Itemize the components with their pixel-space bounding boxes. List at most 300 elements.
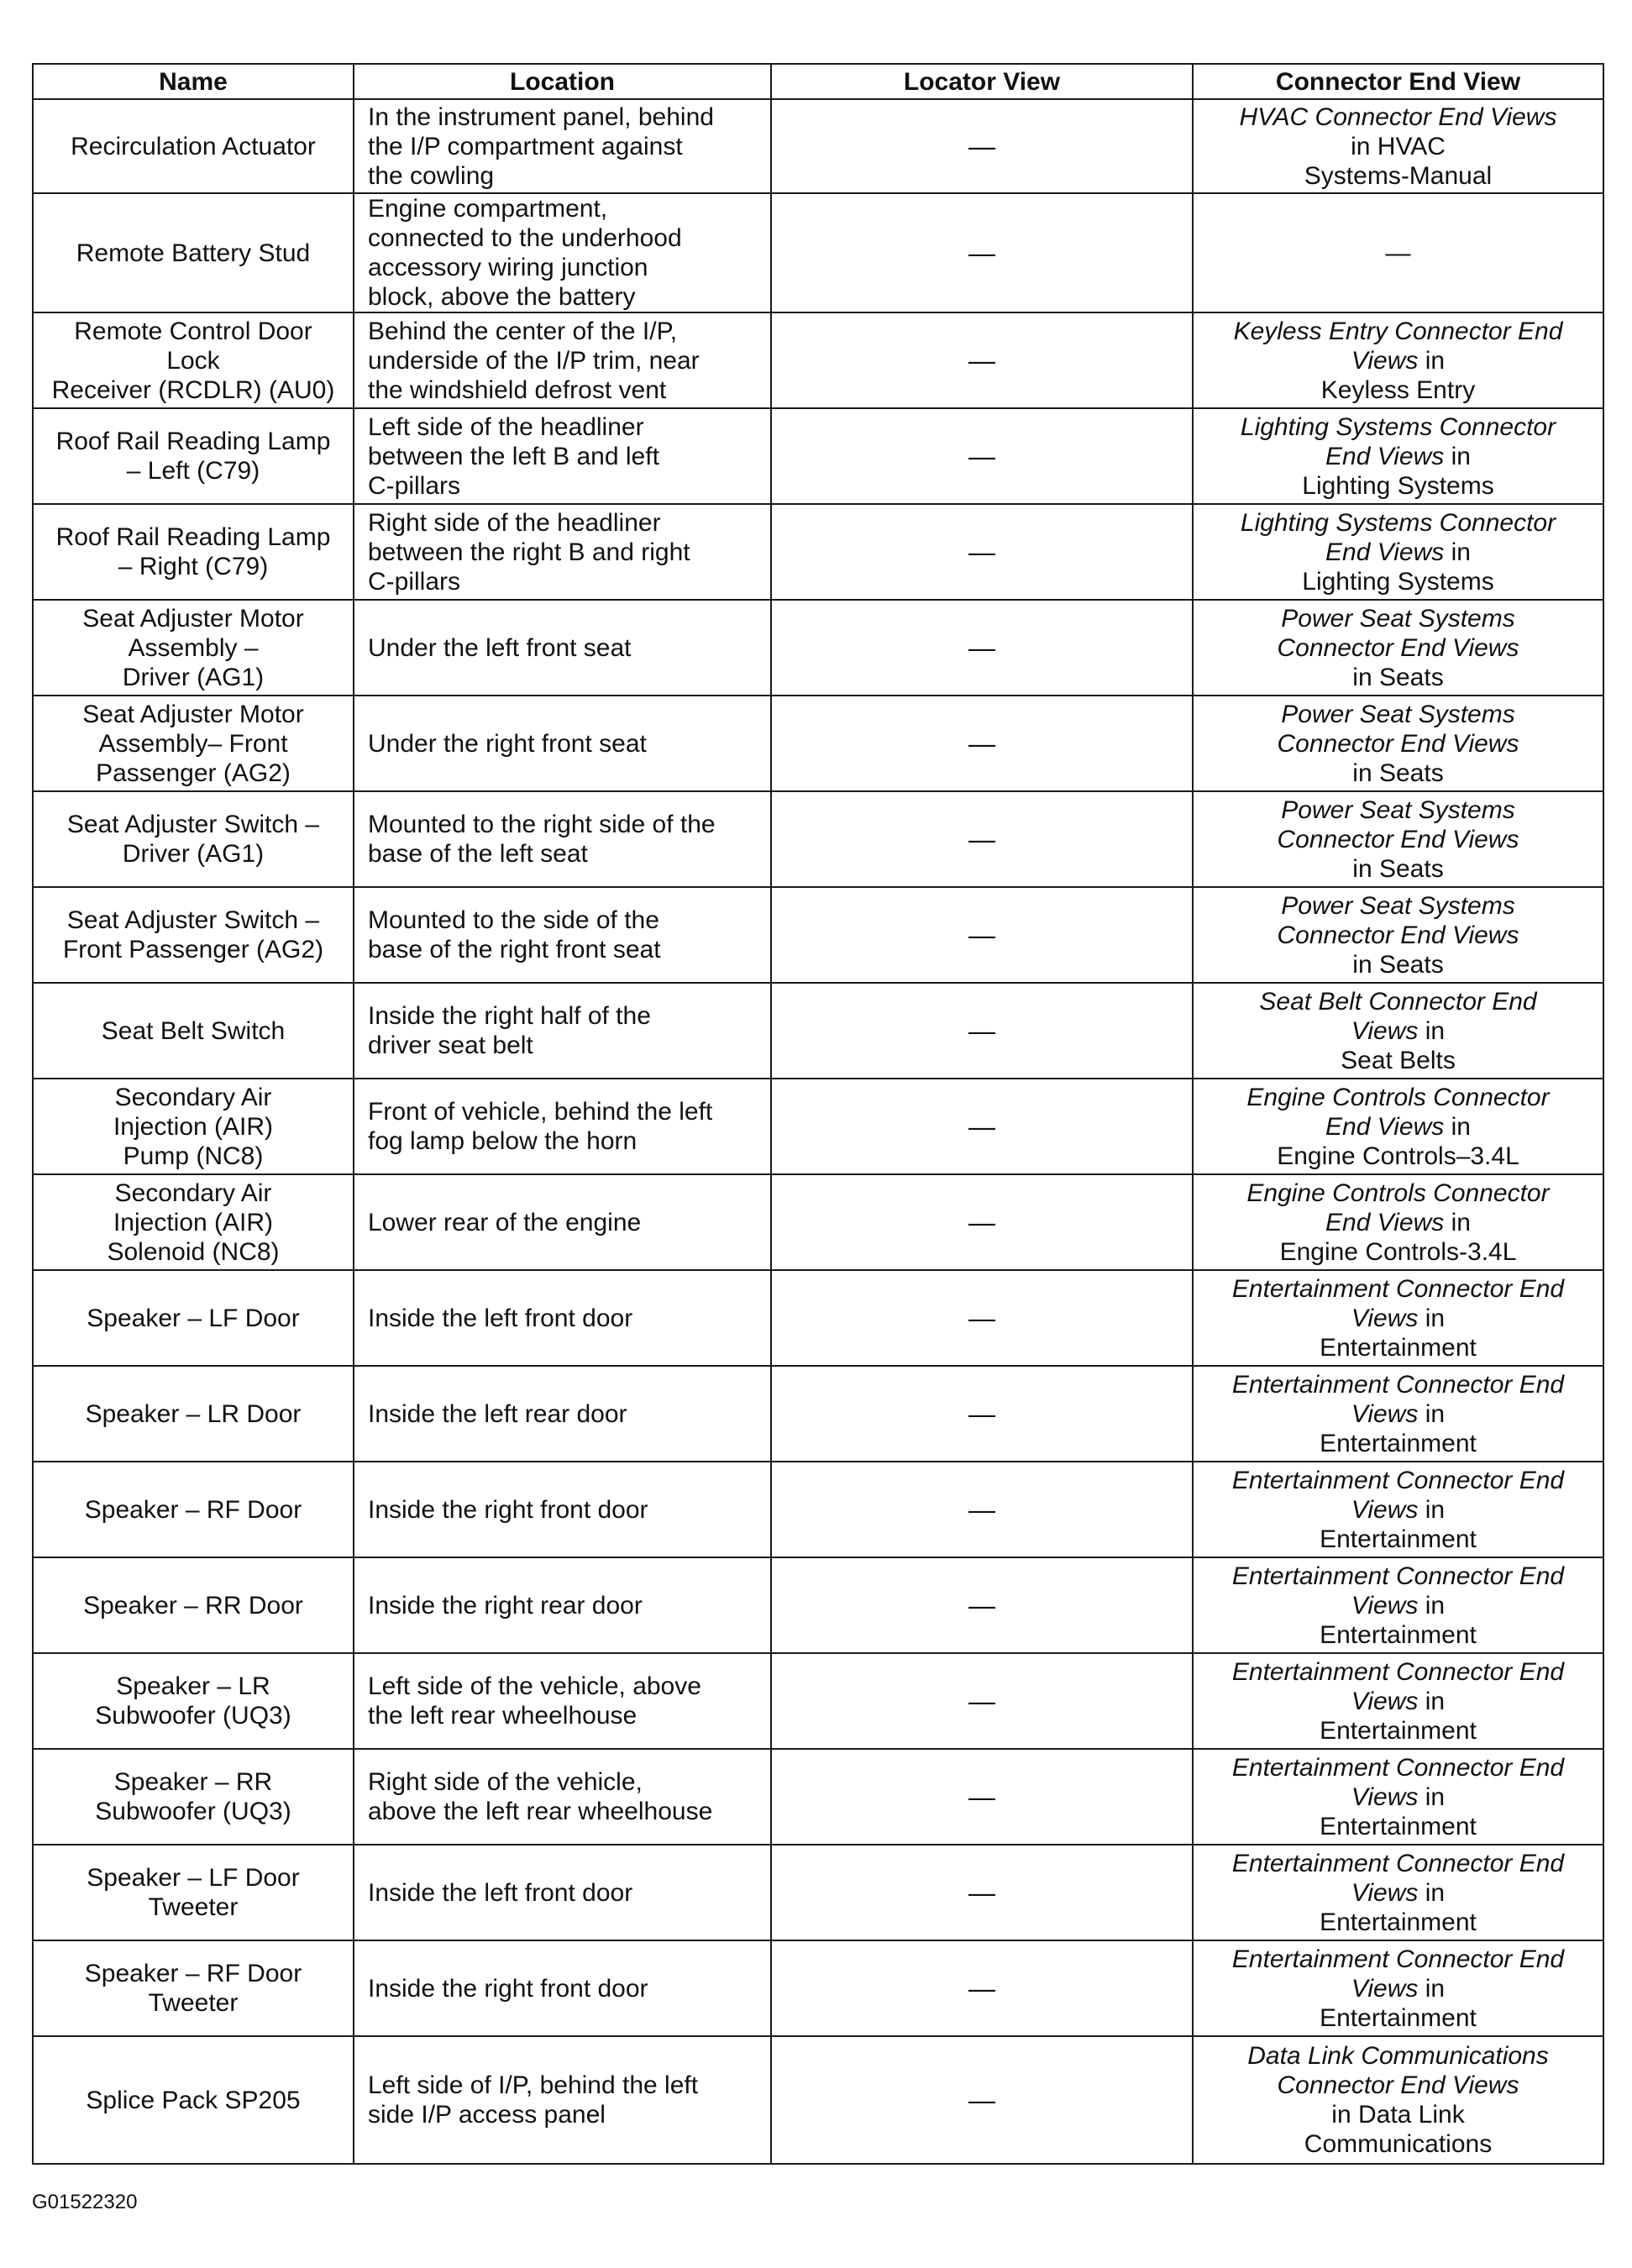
- cell-connector-end-view: [1193, 193, 1603, 312]
- connector-line: [1200, 1878, 1596, 1908]
- connector-line: [1200, 1753, 1596, 1782]
- connector-line: [1200, 317, 1596, 346]
- connector-line: [1200, 1466, 1596, 1495]
- connector-line: [1200, 102, 1596, 132]
- connector-doc-link-text: Power Seat Systems: [1281, 795, 1515, 824]
- cell-locator-view: —: [771, 2036, 1193, 2164]
- cell-connector-end-view: [1193, 408, 1603, 504]
- name-line: Receiver (RCDLR) (AU0): [51, 375, 335, 404]
- figure-id-label: G01522320: [32, 2191, 138, 2213]
- cell-location: [354, 887, 771, 983]
- connector-doc-link-text: End Views: [1325, 1208, 1445, 1236]
- cell-name: [33, 1940, 354, 2036]
- cell-name: [33, 696, 354, 791]
- name-line: Lock: [166, 346, 220, 375]
- cell-name: [33, 1557, 354, 1653]
- connector-plain-text: in Seats: [1352, 759, 1444, 787]
- cell-locator-view: —: [771, 696, 1193, 791]
- cell-location: [354, 1653, 771, 1749]
- connector-doc-link-text: Views: [1351, 1304, 1419, 1332]
- connector-line: [1200, 2041, 1596, 2071]
- name-line: Speaker – RF Door: [84, 1495, 302, 1524]
- connector-line: [1200, 1974, 1596, 2003]
- location-line: Engine compartment,: [368, 195, 608, 223]
- connector-plain-text: Entertainment: [1320, 2003, 1477, 2032]
- location-line: Left side of the headliner: [368, 412, 644, 441]
- connector-doc-link-text: Engine Controls Connector: [1246, 1083, 1550, 1111]
- table-row: [33, 2036, 1603, 2164]
- cell-locator-view: —: [771, 1366, 1193, 1462]
- cell-name: [33, 504, 354, 600]
- connector-line: [1200, 1849, 1596, 1878]
- connector-line: [1200, 1591, 1596, 1620]
- connector-doc-link-text: Entertainment Connector End: [1231, 1657, 1565, 1686]
- table-row: [33, 791, 1603, 887]
- connector-line: [1200, 1304, 1596, 1333]
- connector-doc-link-text: Views: [1351, 1974, 1419, 2003]
- cell-connector-end-view: [1193, 1557, 1603, 1653]
- name-line: Speaker – RR Door: [83, 1591, 303, 1620]
- connector-plain-text: Systems-Manual: [1304, 161, 1493, 190]
- connector-plain-text: Entertainment: [1320, 1716, 1477, 1745]
- name-line: Remote Control Door: [74, 317, 312, 345]
- connector-plain-text: in Seats: [1352, 950, 1444, 979]
- connector-line: [1200, 1495, 1596, 1525]
- cell-location: [354, 1079, 771, 1174]
- connector-line: [1200, 346, 1596, 375]
- name-line: Driver (AG1): [122, 663, 265, 691]
- connector-doc-link-text: Engine Controls Connector: [1246, 1179, 1550, 1207]
- cell-connector-end-view: [1193, 887, 1603, 983]
- location-line: Behind the center of the I/P,: [368, 317, 678, 345]
- connector-plain-text: in: [1425, 1016, 1446, 1045]
- cell-location: [354, 983, 771, 1079]
- cell-connector-end-view: [1193, 1749, 1603, 1845]
- cell-name: [33, 600, 354, 696]
- name-line: Seat Adjuster Switch –: [66, 906, 320, 934]
- table-row: [33, 1749, 1603, 1845]
- connector-doc-link-text: Connector End Views: [1277, 633, 1519, 662]
- name-line: Speaker – LR Door: [85, 1399, 302, 1428]
- name-line: Pump (NC8): [123, 1142, 264, 1170]
- connector-plain-text: in: [1425, 1304, 1446, 1332]
- cell-name: [33, 99, 354, 193]
- connector-plain-text: Entertainment: [1320, 1525, 1477, 1553]
- location-line: Inside the left front door: [368, 1304, 633, 1332]
- table-body: [33, 99, 1603, 2164]
- connector-plain-text: in: [1425, 1782, 1446, 1811]
- connector-line: [1200, 795, 1596, 825]
- table-header: [33, 64, 1603, 99]
- connector-doc-link-text: HVAC Connector End Views: [1239, 102, 1557, 131]
- connector-doc-link-text: End Views: [1325, 538, 1445, 566]
- component-locator-table-wrapper: [32, 63, 1603, 2165]
- cell-connector-end-view: [1193, 99, 1603, 193]
- location-line: C-pillars: [368, 567, 461, 596]
- cell-locator-view: —: [771, 1749, 1193, 1845]
- table-row: [33, 887, 1603, 983]
- cell-name: [33, 1653, 354, 1749]
- location-line: base of the left seat: [368, 840, 588, 868]
- location-line: Inside the right front door: [368, 1974, 648, 2003]
- connector-plain-text: Seat Belts: [1341, 1046, 1456, 1074]
- connector-line: [1200, 1945, 1596, 1974]
- cell-connector-end-view: [1193, 1079, 1603, 1174]
- location-line: Mounted to the right side of the: [368, 811, 716, 838]
- name-line: Roof Rail Reading Lamp: [55, 523, 331, 551]
- table-row: [33, 1270, 1603, 1366]
- table-row: [33, 193, 1603, 312]
- connector-plain-text: in: [1425, 346, 1446, 375]
- connector-plain-text: Entertainment: [1320, 1812, 1477, 1840]
- name-line: Front Passenger (AG2): [62, 936, 324, 963]
- connector-line: [1200, 1112, 1596, 1142]
- cell-name: [33, 1079, 354, 1174]
- name-line: Speaker – LR: [116, 1672, 270, 1700]
- location-line: Right side of the vehicle,: [368, 1768, 643, 1796]
- connector-doc-link-text: Entertainment Connector End: [1231, 1945, 1565, 1973]
- cell-connector-end-view: [1193, 2036, 1603, 2164]
- location-line: underside of the I/P trim, near: [368, 346, 700, 375]
- name-line: Subwoofer (UQ3): [95, 1798, 291, 1825]
- location-line: Mounted to the side of the: [368, 906, 659, 934]
- cell-name: [33, 408, 354, 504]
- connector-line: [1200, 1399, 1596, 1429]
- connector-plain-text: in: [1451, 1208, 1471, 1236]
- table-row: [33, 1653, 1603, 1749]
- name-line: Speaker – LF Door: [87, 1304, 300, 1332]
- table-row: [33, 1557, 1603, 1653]
- connector-line: [1200, 538, 1596, 567]
- name-line: Remote Battery Stud: [76, 239, 311, 267]
- table-row: [33, 408, 1603, 504]
- connector-plain-text: Entertainment: [1320, 1429, 1477, 1457]
- connector-line: [1200, 1016, 1596, 1046]
- location-line: the windshield defrost vent: [368, 375, 667, 404]
- cell-connector-end-view: [1193, 1845, 1603, 1940]
- cell-connector-end-view: [1193, 1940, 1603, 2036]
- connector-plain-text: in Seats: [1352, 854, 1444, 883]
- cell-location: [354, 193, 771, 312]
- connector-doc-link-text: Keyless Entry Connector End: [1233, 317, 1563, 345]
- location-line: the cowling: [368, 161, 495, 190]
- connector-doc-link-text: Entertainment Connector End: [1231, 1562, 1565, 1590]
- connector-line: [1200, 891, 1596, 921]
- cell-name: [33, 193, 354, 312]
- cell-location: [354, 312, 771, 408]
- location-line: Front of vehicle, behind the left: [368, 1098, 713, 1126]
- cell-locator-view: —: [771, 600, 1193, 696]
- connector-doc-link-text: Seat Belt Connector End: [1259, 987, 1537, 1016]
- cell-name: [33, 983, 354, 1079]
- connector-plain-text: Keyless Entry: [1320, 375, 1476, 404]
- cell-location: [354, 1940, 771, 2036]
- location-line: Lower rear of the engine: [368, 1208, 642, 1236]
- name-line: Speaker – RR: [113, 1768, 273, 1796]
- cell-connector-end-view: [1193, 1462, 1603, 1557]
- name-line: Assembly –: [128, 633, 259, 662]
- connector-line: [1200, 1274, 1596, 1304]
- connector-line: [1200, 729, 1596, 759]
- cell-name: [33, 2036, 354, 2164]
- location-line: side I/P access panel: [368, 2101, 606, 2129]
- connector-line: [1200, 1782, 1596, 1812]
- location-line: In the instrument panel, behind: [368, 102, 714, 131]
- name-line: Secondary Air: [114, 1179, 272, 1207]
- cell-location: [354, 504, 771, 600]
- connector-line: [1200, 1562, 1596, 1591]
- connector-line: [1200, 412, 1596, 442]
- connector-plain-text: in: [1425, 1591, 1446, 1620]
- connector-line: [1200, 1370, 1596, 1399]
- location-line: block, above the battery: [368, 283, 636, 311]
- connector-plain-text: Engine Controls-3.4L: [1279, 1237, 1517, 1266]
- header-row: [33, 64, 1603, 99]
- cell-connector-end-view: [1193, 983, 1603, 1079]
- header-location: Location: [354, 64, 771, 99]
- connector-plain-text: in: [1451, 442, 1471, 470]
- cell-locator-view: —: [771, 193, 1193, 312]
- connector-plain-text: Communications: [1304, 2130, 1493, 2158]
- table-row: [33, 983, 1603, 1079]
- table-row: [33, 1845, 1603, 1940]
- connector-line: [1200, 604, 1596, 633]
- cell-connector-end-view: [1193, 696, 1603, 791]
- cell-locator-view: —: [771, 1940, 1193, 2036]
- connector-line: [1200, 1083, 1596, 1112]
- connector-doc-link-text: Views: [1351, 1495, 1419, 1524]
- connector-line: [1200, 442, 1596, 471]
- connector-plain-text: in HVAC: [1351, 132, 1446, 160]
- connector-plain-text: Entertainment: [1320, 1333, 1477, 1362]
- location-line: driver seat belt: [368, 1032, 533, 1059]
- location-line: Right side of the headliner: [368, 508, 661, 537]
- name-line: Injection (AIR): [113, 1208, 274, 1236]
- connector-plain-text: in: [1451, 538, 1471, 566]
- cell-location: [354, 1749, 771, 1845]
- connector-plain-text: in: [1451, 1112, 1471, 1141]
- cell-locator-view: —: [771, 408, 1193, 504]
- location-line: Under the right front seat: [368, 729, 647, 758]
- name-line: Splice Pack SP205: [86, 2086, 301, 2114]
- connector-doc-link-text: Lighting Systems Connector: [1240, 412, 1556, 441]
- connector-doc-link-text: Lighting Systems Connector: [1240, 508, 1556, 537]
- connector-doc-link-text: Connector End Views: [1277, 825, 1519, 853]
- connector-plain-text: in: [1425, 1399, 1446, 1428]
- header-locator-view: Locator View: [771, 64, 1193, 99]
- table-row: [33, 1462, 1603, 1557]
- cell-locator-view: —: [771, 1079, 1193, 1174]
- connector-plain-text: in: [1425, 1878, 1446, 1907]
- location-line: the I/P compartment against: [368, 132, 683, 160]
- location-line: Left side of I/P, behind the left: [368, 2071, 699, 2099]
- connector-plain-text: Entertainment: [1320, 1620, 1477, 1649]
- name-line: Passenger (AG2): [96, 759, 291, 787]
- location-line: Under the left front seat: [368, 633, 632, 662]
- connector-plain-text: Entertainment: [1320, 1908, 1477, 1936]
- location-line: between the left B and left: [368, 442, 659, 470]
- cell-locator-view: —: [771, 1174, 1193, 1270]
- connector-plain-text: in Data Link: [1331, 2101, 1465, 2129]
- connector-doc-link-text: Entertainment Connector End: [1231, 1466, 1565, 1494]
- cell-connector-end-view: [1193, 1653, 1603, 1749]
- cell-connector-end-view: [1193, 1366, 1603, 1462]
- cell-locator-view: —: [771, 1462, 1193, 1557]
- name-line: Seat Adjuster Motor: [82, 604, 304, 633]
- connector-plain-text: in: [1425, 1495, 1446, 1524]
- name-line: Seat Belt Switch: [101, 1016, 286, 1045]
- cell-name: [33, 887, 354, 983]
- connector-doc-link-text: Power Seat Systems: [1281, 604, 1515, 633]
- connector-doc-link-text: Views: [1351, 1878, 1419, 1907]
- connector-line: [1200, 633, 1596, 663]
- connector-plain-text: in: [1425, 1974, 1446, 2003]
- connector-doc-link-text: Entertainment Connector End: [1231, 1370, 1565, 1399]
- cell-name: [33, 1174, 354, 1270]
- location-line: accessory wiring junction: [368, 254, 648, 281]
- cell-connector-end-view: [1193, 1174, 1603, 1270]
- table-row: [33, 1366, 1603, 1462]
- cell-name: [33, 1845, 354, 1940]
- cell-location: [354, 99, 771, 193]
- cell-location: [354, 1174, 771, 1270]
- cell-locator-view: —: [771, 1557, 1193, 1653]
- name-line: Solenoid (NC8): [107, 1237, 280, 1266]
- connector-doc-link-text: Power Seat Systems: [1281, 891, 1515, 920]
- location-line: Inside the right rear door: [368, 1591, 643, 1620]
- name-line: Tweeter: [148, 1989, 239, 2017]
- cell-locator-view: —: [771, 791, 1193, 887]
- cell-location: [354, 408, 771, 504]
- location-line: Inside the right half of the: [368, 1002, 651, 1030]
- connector-plain-text: Engine Controls–3.4L: [1277, 1142, 1519, 1170]
- table-row: [33, 600, 1603, 696]
- table-row: [33, 1079, 1603, 1174]
- table-row: [33, 99, 1603, 193]
- connector-line: [1200, 921, 1596, 950]
- location-line: base of the right front seat: [368, 936, 661, 963]
- name-line: – Left (C79): [126, 457, 260, 485]
- connector-plain-text: in: [1425, 1687, 1446, 1715]
- connector-line: [1200, 700, 1596, 729]
- cell-locator-view: —: [771, 504, 1193, 600]
- table-row: [33, 1940, 1603, 2036]
- header-name: Name: [33, 64, 354, 99]
- cell-name: [33, 1366, 354, 1462]
- connector-doc-link-text: End Views: [1325, 442, 1445, 470]
- connector-line: [1200, 987, 1596, 1016]
- header-connector-end-view: Connector End View: [1193, 64, 1603, 99]
- cell-location: [354, 1462, 771, 1557]
- connector-doc-link-text: Views: [1351, 1016, 1419, 1045]
- connector-line: [1200, 1208, 1596, 1237]
- cell-location: [354, 1366, 771, 1462]
- location-line: connected to the underhood: [368, 224, 682, 252]
- connector-line: [1200, 1179, 1596, 1208]
- location-line: the left rear wheelhouse: [368, 1702, 638, 1730]
- cell-connector-end-view: [1193, 1270, 1603, 1366]
- connector-doc-link-text: Entertainment Connector End: [1231, 1849, 1565, 1877]
- cell-locator-view: —: [771, 1845, 1193, 1940]
- location-line: C-pillars: [368, 471, 461, 500]
- connector-doc-link-text: End Views: [1325, 1112, 1445, 1141]
- cell-location: [354, 696, 771, 791]
- connector-doc-link-text: Views: [1351, 1591, 1419, 1620]
- connector-doc-link-text: Connector End Views: [1277, 729, 1519, 758]
- cell-name: [33, 312, 354, 408]
- cell-name: [33, 1462, 354, 1557]
- component-locator-table: [32, 63, 1604, 2165]
- connector-line: [1200, 1657, 1596, 1687]
- connector-line: [1200, 825, 1596, 854]
- table-row: [33, 1174, 1603, 1270]
- connector-plain-text: Lighting Systems: [1302, 567, 1494, 596]
- location-line: between the right B and right: [368, 538, 690, 566]
- name-line: Injection (AIR): [113, 1112, 274, 1141]
- cell-name: [33, 1270, 354, 1366]
- connector-plain-text: Lighting Systems: [1302, 471, 1494, 500]
- cell-location: [354, 2036, 771, 2164]
- name-line: Seat Adjuster Motor: [82, 700, 304, 728]
- cell-location: [354, 1845, 771, 1940]
- cell-connector-end-view: [1193, 600, 1603, 696]
- connector-line: [1200, 2071, 1596, 2100]
- cell-location: [354, 791, 771, 887]
- name-line: Tweeter: [148, 1893, 239, 1921]
- name-line: Subwoofer (UQ3): [95, 1702, 291, 1730]
- connector-doc-link-text: Data Link Communications: [1247, 2042, 1549, 2070]
- connector-plain-text: in Seats: [1352, 663, 1444, 691]
- name-line: Assembly– Front: [98, 729, 288, 758]
- cell-location: [354, 600, 771, 696]
- connector-doc-link-text: Views: [1351, 1687, 1419, 1715]
- name-line: Seat Adjuster Switch –: [66, 811, 320, 838]
- connector-doc-link-text: Power Seat Systems: [1281, 700, 1515, 728]
- name-line: Secondary Air: [114, 1083, 272, 1111]
- cell-location: [354, 1557, 771, 1653]
- connector-doc-link-text: Views: [1351, 346, 1419, 375]
- name-line: Speaker – LF Door: [87, 1864, 300, 1892]
- cell-locator-view: —: [771, 99, 1193, 193]
- cell-name: [33, 791, 354, 887]
- location-line: Inside the right front door: [368, 1495, 648, 1524]
- connector-plain-text: —: [1385, 239, 1411, 267]
- name-line: Recirculation Actuator: [71, 132, 316, 160]
- cell-locator-view: —: [771, 312, 1193, 408]
- name-line: – Right (C79): [118, 553, 269, 580]
- location-line: Inside the left front door: [368, 1878, 633, 1907]
- cell-locator-view: —: [771, 983, 1193, 1079]
- connector-doc-link-text: Entertainment Connector End: [1231, 1274, 1565, 1303]
- table-row: [33, 696, 1603, 791]
- connector-doc-link-text: Connector End Views: [1277, 921, 1519, 949]
- cell-connector-end-view: [1193, 312, 1603, 408]
- connector-doc-link-text: Connector End Views: [1277, 2071, 1519, 2099]
- cell-location: [354, 1270, 771, 1366]
- connector-line: [1200, 508, 1596, 538]
- location-line: above the left rear wheelhouse: [368, 1798, 713, 1825]
- table-row: [33, 312, 1603, 408]
- name-line: Speaker – RF Door: [84, 1960, 302, 1987]
- location-line: Left side of the vehicle, above: [368, 1672, 701, 1700]
- cell-locator-view: —: [771, 1270, 1193, 1366]
- name-line: Driver (AG1): [122, 840, 265, 868]
- cell-name: [33, 1749, 354, 1845]
- cell-connector-end-view: [1193, 504, 1603, 600]
- location-line: Inside the left rear door: [368, 1399, 627, 1428]
- connector-line: [1200, 1687, 1596, 1716]
- name-line: Roof Rail Reading Lamp: [55, 428, 331, 455]
